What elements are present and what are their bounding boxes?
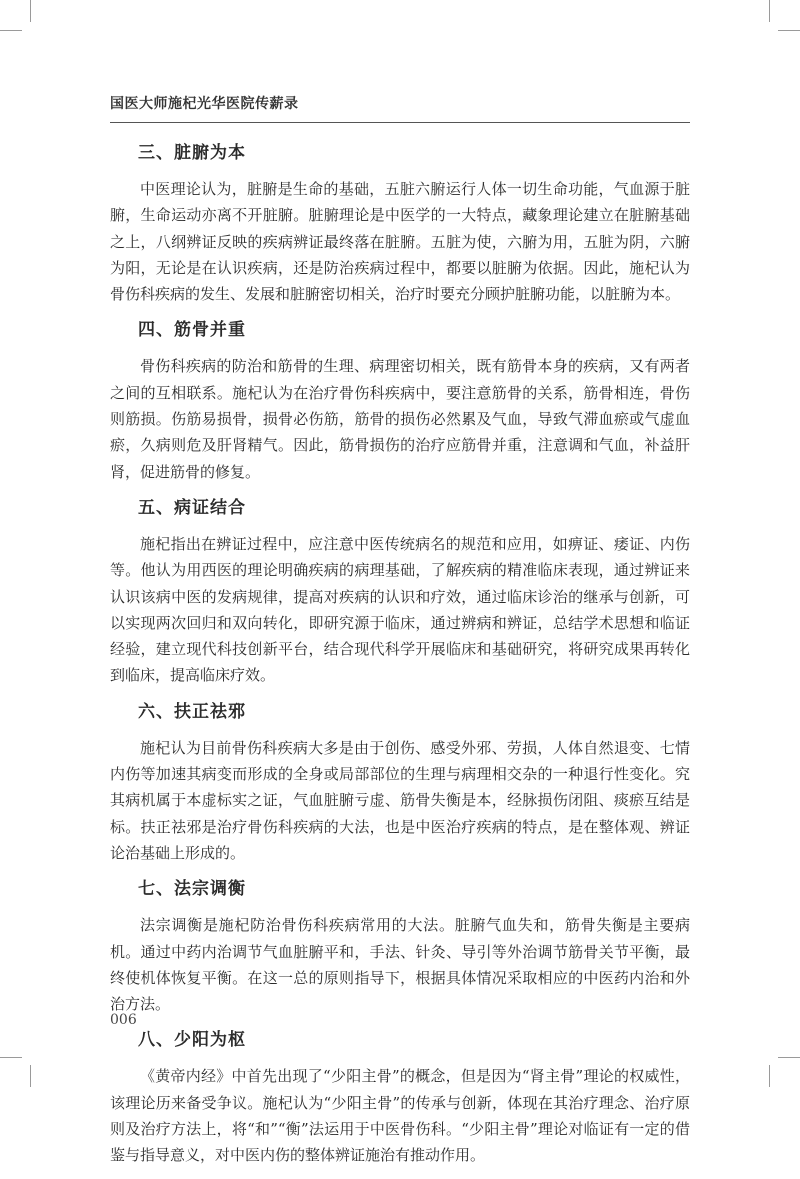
running-header: 国医大师施杞光华医院传薪录 [110,96,299,112]
section-heading: 三、脏腑为本 [138,143,246,163]
crop-mark [30,0,31,22]
crop-mark [778,1057,800,1058]
crop-mark [30,1065,31,1087]
crop-mark [0,1057,22,1058]
crop-mark [769,0,770,22]
section-heading: 六、扶正祛邪 [138,701,246,722]
paragraph: 骨伤科疾病的防治和筋骨的生理、病理密切相关，既有筋骨本身的疾病，又有两者之间的互相联系。施杞认为在治疗骨伤科疾病中，要注意筋骨的关系，筋骨相连，骨伤则筋损。伤筋易损骨，损骨必伤筋，筋骨的损伤必然累及气血，导致气滞血瘀或气虚血瘀，久病则危及肝肾精气。因此，筋骨损伤的治疗应筋骨并重，注意调和气血，补益肝肾，促进筋骨的修复。 [110,357,690,481]
section-heading: 八、少阳为枢 [138,1030,246,1051]
header-rule [110,122,690,123]
section-heading: 五、病证结合 [138,497,246,518]
crop-mark [769,1065,770,1087]
section-heading: 七、法宗调衡 [138,879,246,900]
section-jingu [110,317,690,484]
section-zangfu [110,140,690,307]
section-heading: 四、筋骨并重 [138,320,246,341]
section-shaoyang [110,1027,690,1168]
section-tiaoheng [110,876,690,1017]
paragraph: 中医理论认为，脏腑是生命的基础，五脏六腑运行人体一切生命功能，气血源于脏腑，生命运动亦离不开脏腑。脏腑理论是中医学的一大特点，藏象理论建立在脏腑基础之上，八纲辨证反映的疾病辨证最终落在脏腑。五脏为使，六腑为用，五脏为阴，六腑为阳，无论是在认识疾病，还是防治疾病过程中，都要以脏腑为依据。因此，施杞认为骨伤科疾病的发生、发展和脏腑密切相关，治疗时要充分顾护脏腑功能，以脏腑为本。 [110,180,690,304]
paragraph: 法宗调衡是施杞防治骨伤科疾病常用的大法。脏腑气血失和，筋骨失衡是主要病机。通过中药内治调节气血脏腑平和，手法、针灸、导引等外治调节筋骨关节平衡，最终使机体恢复平衡。在这一总的原则指导下，根据具体情况采取相应的中医药内治和外治方法。 [110,916,690,1014]
paragraph: 施杞指出在辨证过程中，应注意中医传统病名的规范和应用，如痹证、痿证、内伤等。他认为用西医的理论明确疾病的病理基础，了解疾病的精准临床表现，通过辨证来认识该病中医的发病规律，提高对疾病的认识和疗效，通过临床诊治的继承与创新，可以实现两次回归和双向转化，即研究源于临床，通过辨病和辨证，总结学术思想和临证经验，建立现代科技创新平台，结合现代科学开展临床和基础研究，将研究成果再转化到临床，提高临床疗效。 [110,534,690,685]
crop-mark [778,30,800,31]
section-bingzheng [110,495,690,689]
page-number: 006 [110,1012,137,1028]
crop-mark [0,30,22,31]
paragraph: 《黄帝内经》中首先出现了“少阳主骨”的概念，但是因为“肾主骨”理论的权威性，该理论历来备受争议。施杞认为“少阳主骨”的传承与创新，体现在其治疗理念、治疗原则及治疗方法上，将“和”“衡”法运用于中医骨伤科。“少阳主骨”理论对临证有一定的借鉴与指导意义，对中医内伤的整体辨证施治有推动作用。 [110,1067,690,1165]
section-fuzheng [110,699,690,866]
paragraph: 施杞认为目前骨伤科疾病大多是由于创伤、感受外邪、劳损，人体自然退变、七情内伤等加速其病变而形成的全身或局部部位的生理与病理相交杂的一种退行性变化。究其病机属于本虚标实之证，气血脏腑亏虚、筋骨失衡是本，经脉损伤闭阻、痰瘀互结是标。扶正祛邪是治疗骨伤科疾病的大法，也是中医治疗疾病的特点，是在整体观、辨证论治基础上形成的。 [110,738,690,862]
page-body [110,140,690,1179]
